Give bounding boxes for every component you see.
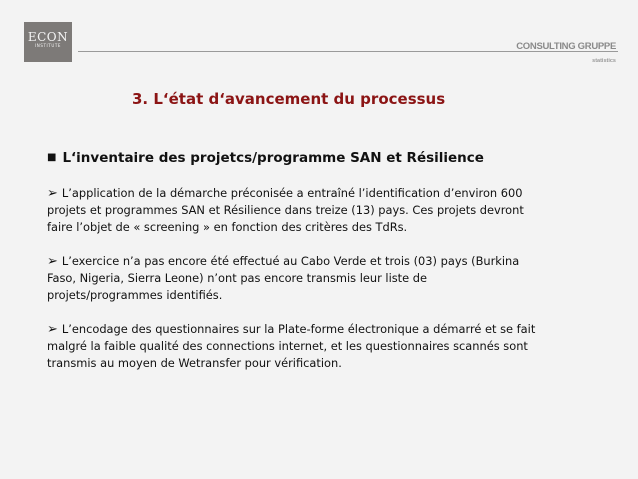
- arrow-bullet-icon: ➢: [47, 186, 58, 201]
- paragraph: [47, 185, 607, 236]
- subhead-text: L‘inventaire des projetcs/programme SAN et Résilience: [62, 150, 484, 166]
- paragraph-line: Faso, Nigeria, Sierra Leone) n’ont pas encore transmis leur liste de: [47, 271, 427, 285]
- paragraph-line: malgré la faible qualité des connections internet, et les questionnaires scannés sont: [47, 339, 528, 353]
- brand-name: CONSULTING GRUPPE: [516, 41, 616, 52]
- logo-main-text: ECON: [27, 30, 69, 44]
- brand-tagline: statistics: [592, 58, 616, 64]
- arrow-bullet-icon: ➢: [47, 322, 58, 337]
- section-subhead: [47, 150, 484, 166]
- paragraph-line: faire l’objet de « screening » en fonction des critères des TdRs.: [47, 220, 408, 234]
- slide-title: 3. L‘état d‘avancement du processus: [132, 90, 446, 108]
- paragraph-line: projets et programmes SAN et Résilience dans treize (13) pays. Ces projets devront: [47, 203, 524, 217]
- square-bullet-icon: ■: [47, 152, 57, 163]
- slide-body: [47, 185, 607, 389]
- arrow-bullet-icon: ➢: [47, 254, 58, 269]
- paragraph-line: projets/programmes identifiés.: [47, 288, 223, 302]
- paragraph-line: L’application de la démarche préconisée a entraîné l’identification d’environ 600: [61, 186, 523, 200]
- econ-logo: [24, 22, 72, 62]
- paragraph: [47, 253, 607, 304]
- paragraph-line: L’encodage des questionnaires sur la Plate-forme électronique a démarré et se fait: [61, 322, 536, 336]
- paragraph-line: transmis au moyen de Wetransfer pour vérification.: [47, 356, 342, 370]
- logo-sub-text: INSTITUTE: [34, 43, 62, 48]
- paragraph: [47, 321, 607, 372]
- paragraph-line: L’exercice n’a pas encore été effectué au Cabo Verde et trois (03) pays (Burkina: [61, 254, 520, 268]
